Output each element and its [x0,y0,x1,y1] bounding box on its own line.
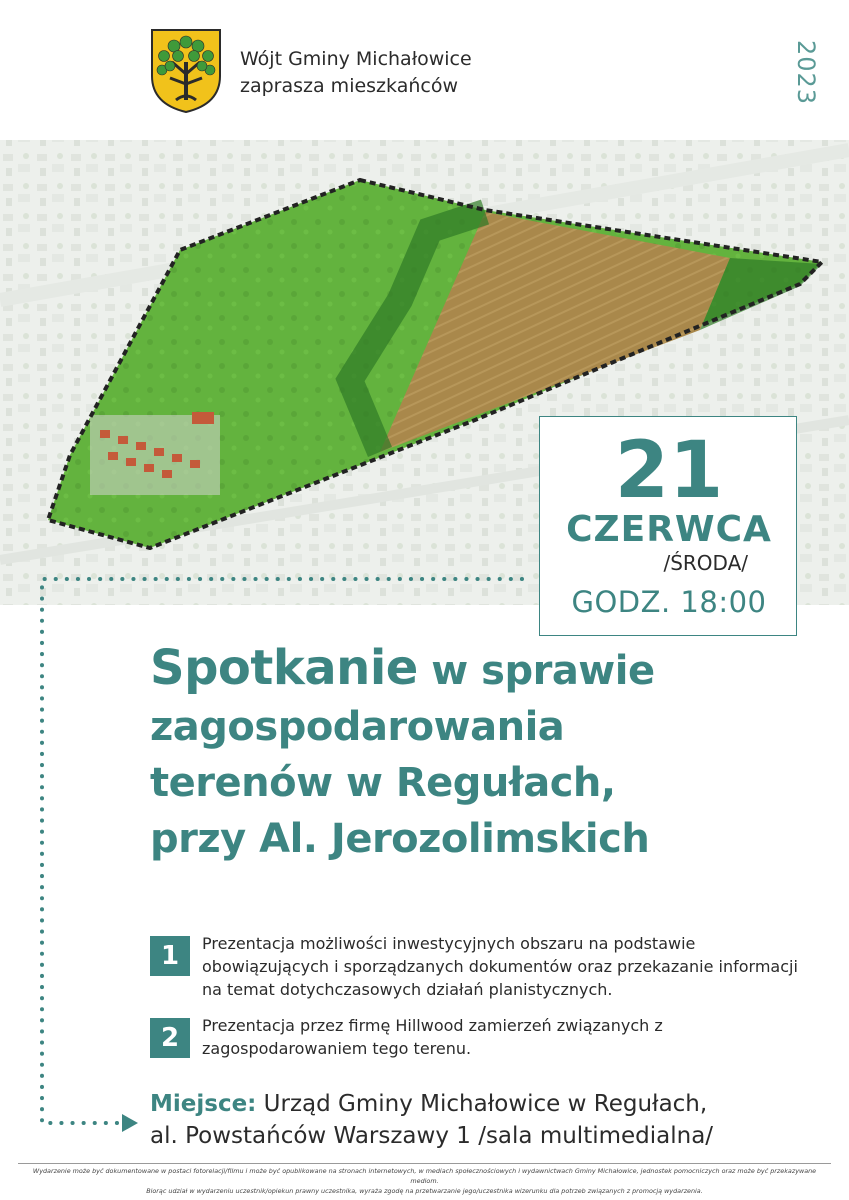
page-title [150,640,830,867]
agenda-item-text: Prezentacja przez firmę Hillwood zamierzeń związanych z zagospodarowaniem tego terenu. [202,1016,663,1058]
venue [150,1088,840,1152]
date-month: CZERWCA [566,509,772,550]
date-day: 21 [614,426,724,516]
agenda-number-badge: 2 [150,1018,190,1058]
venue-label: Miejsce: [150,1091,257,1117]
agenda-item-2 [150,1014,830,1062]
title-lead-word: Spotkanie [150,640,418,696]
organizer-name: Wójt Gminy Michałowice [240,48,472,70]
date-weekday: /ŚRODA/ [663,551,748,575]
venue-line1: Urząd Gminy Michałowice w Regułach, [256,1091,708,1117]
venue-line2: al. Powstańców Warszawy 1 /sala multimedialna/ [150,1123,714,1149]
title-line1-rest: w sprawie [417,648,655,694]
year-label: 2023 [792,40,820,106]
date-box [539,416,797,636]
date-time: GODZ. 18:00 [571,585,767,619]
agenda-item-text: Prezentacja możliwości inwestycyjnych obszaru na podstawie obowiązujących i sporządzanych dokumentów oraz przekazanie informacji na temat dotychczasowych działań planistycznych. [202,934,798,999]
footer-divider [18,1163,831,1164]
title-line2: zagospodarowania [150,704,565,750]
legal-footer [18,1166,831,1196]
invitation-line: zaprasza mieszkańców [240,75,458,97]
footer-line1: Wydarzenie może być dokumentowane w postaci fotorelacji/filmu i może być opublikowane na stronach internetowych, w mediach społecznościowych i wydawnictwach Gminy Michałowice, jednostek pomocniczych oraz może być przekazywane mediom. [32,1167,817,1185]
title-line4: przy Al. Jerozolimskich [150,816,650,862]
footer-line2: Biorąc udział w wydarzeniu uczestnik/opiekun prawny uczestnika, wyraża zgodę na przetwarzanie jego/uczestnika wizerunku dla potrzeb związanych z promocją wydarzenia. [146,1187,703,1195]
agenda-item-1 [150,932,830,1004]
title-line3: terenów w Regułach, [150,760,616,806]
agenda-number-badge: 1 [150,936,190,976]
